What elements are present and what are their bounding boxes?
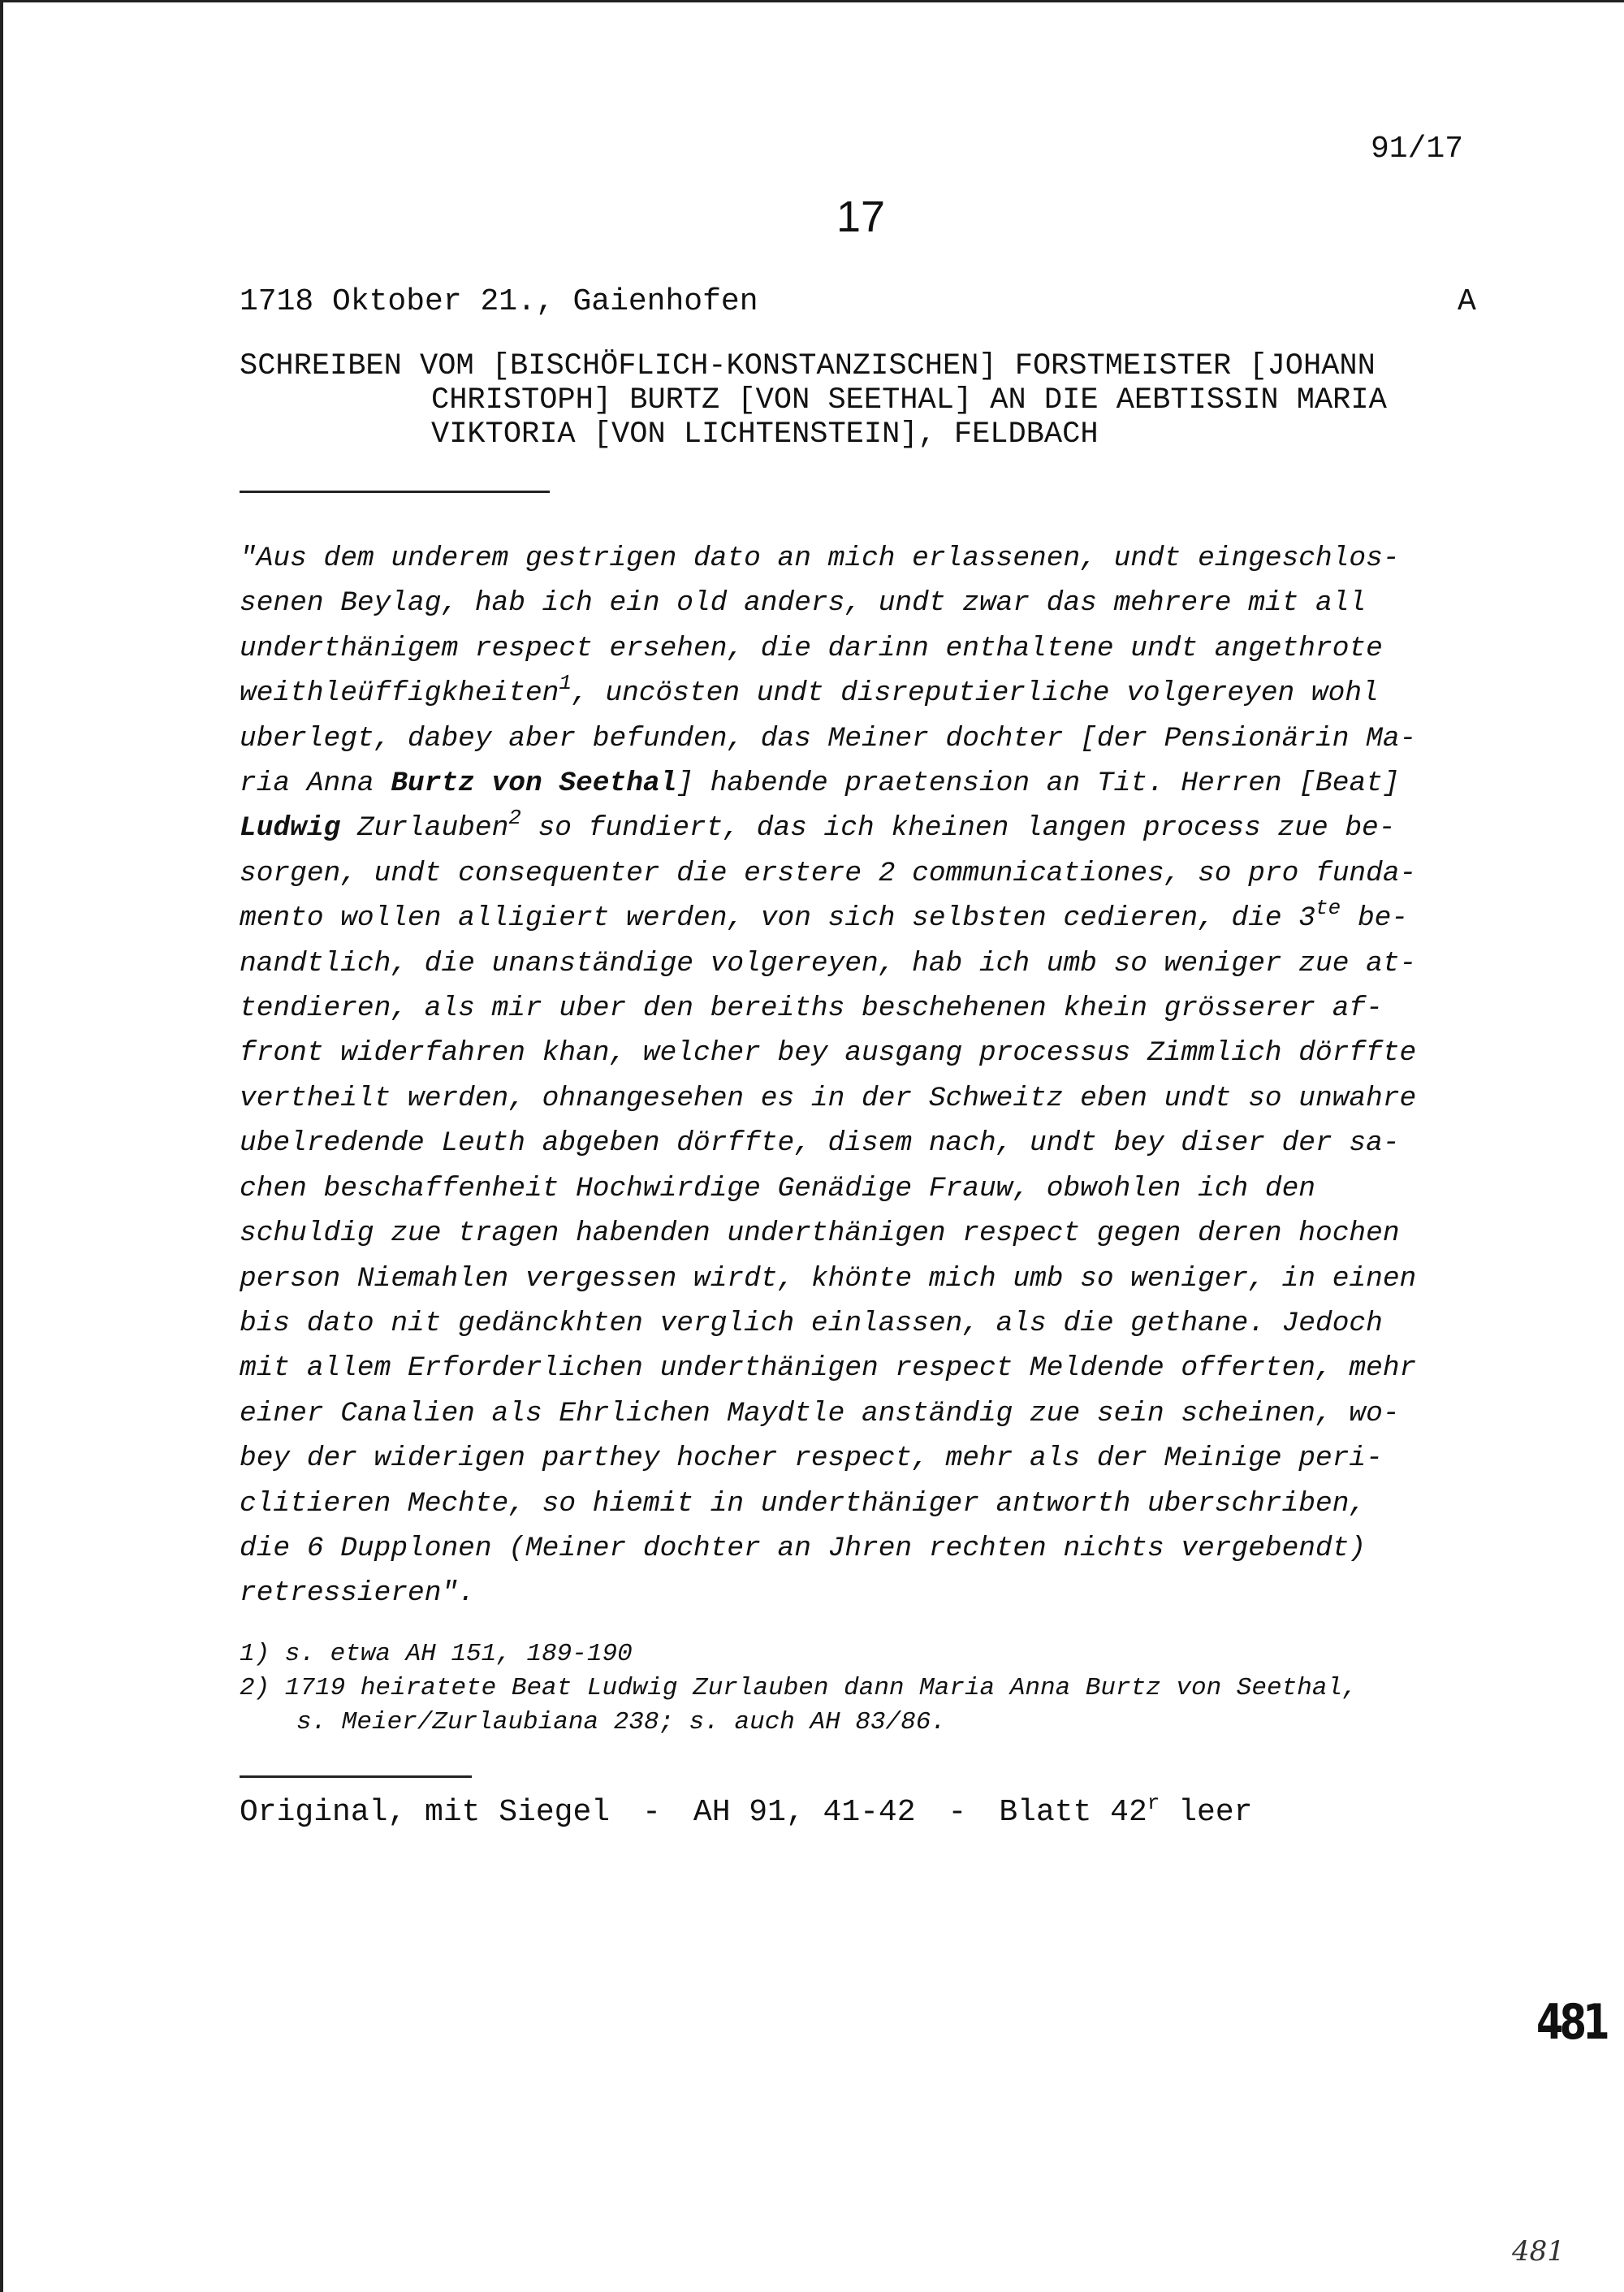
text-segment: be- (1341, 902, 1409, 935)
source-dash: - (642, 1795, 661, 1830)
text-segment: ] habende praetension an Tit. Herren [Beat] (676, 768, 1400, 800)
heading-line: SCHREIBEN VOM [BISCHÖFLICH-KONSTANZISCHEN] FORSTMEISTER [JOHANN (240, 349, 1376, 383)
text-line: die 6 Dupplonen (Meiner dochter an Jhren rechten nichts vergebendt) (240, 1532, 1367, 1564)
document-number: 17 (836, 192, 886, 241)
text-line (240, 761, 1490, 806)
text-line: person Niemahlen vergessen wirdt, khönte mich umb so weniger, in einen (240, 1262, 1417, 1295)
text-line: bis dato nit gedänckhten verglich einlassen, als die gethane. Jedoch (240, 1307, 1383, 1339)
text-line: tendieren, als mir uber den bereiths beschehenen khein grösserer af- (240, 992, 1383, 1025)
recto-superscript: r (1147, 1791, 1160, 1815)
letter-text (240, 536, 1490, 1616)
source-divider (240, 1775, 472, 1778)
footnote-ref-1: 1 (559, 671, 572, 696)
text-segment: ria Anna (240, 768, 391, 800)
source-note (240, 1791, 1253, 1830)
page-stamp: 481 (1536, 1994, 1606, 2051)
text-line: einer Canalien als Ehrlichen Maydtle anständig zue sein scheinen, wo- (240, 1397, 1400, 1429)
source-leer: leer (1160, 1795, 1253, 1830)
superscript: te (1315, 896, 1341, 921)
text-line: vertheilt werden, ohnangesehen es in der Schweitz eben undt so unwahre (240, 1082, 1417, 1114)
text-line: senen Beylag, hab ich ein old anders, undt zwar das mehrere mit all (240, 587, 1367, 620)
text-line (240, 671, 1490, 716)
text-line: underthänigem respect ersehen, die darinn enthaltene undt angethrote (240, 632, 1383, 664)
footnotes (240, 1637, 1358, 1740)
footnote-2: 2) 1719 heiratete Beat Ludwig Zurlauben dann Maria Anna Burtz von Seethal, (240, 1674, 1358, 1702)
text-line: clitieren Mechte, so hiemit in underthäniger antworth uberschriben, (240, 1487, 1367, 1520)
text-line: "Aus dem underem gestrigen dato an mich erlassenen, undt eingeschlos- (240, 543, 1400, 574)
pencil-page-number: 481 (1512, 2235, 1565, 2268)
footnote-1: 1) s. etwa AH 151, 189-190 (240, 1640, 633, 1668)
footnote-ref-2: 2 (508, 806, 521, 831)
bold-name: Burtz von Seethal (391, 768, 677, 800)
text-line: schuldig zue tragen habenden underthänigen respect gegen deren hochen (240, 1217, 1400, 1250)
text-line (240, 806, 1490, 850)
heading-line: VIKTORIA [VON LICHTENSTEIN], FELDBACH (431, 417, 1099, 452)
text-segment: weithleüffigkheiten (240, 677, 559, 710)
document-type-marker: A (1458, 284, 1476, 319)
source-archive-ref: AH 91, 41-42 (693, 1795, 916, 1830)
text-line: mit allem Erforderlichen underthänigen respect Meldende offerten, mehr (240, 1352, 1417, 1385)
date-place: 1718 Oktober 21., Gaienhofen (240, 284, 758, 319)
text-line (240, 896, 1490, 941)
text-line: bey der widerigen parthey hocher respect, mehr als der Meinige peri- (240, 1442, 1383, 1475)
reference-number: 91/17 (1371, 132, 1464, 166)
bold-name: Ludwig (240, 812, 341, 845)
source-original: Original, mit Siegel (240, 1795, 611, 1830)
text-segment: Zurlauben (340, 812, 509, 845)
source-blatt: Blatt 42 (999, 1795, 1147, 1830)
text-line: uberlegt, dabey aber befunden, das Meiner dochter [der Pensionärin Ma- (240, 722, 1417, 755)
text-segment: so fundiert, das ich kheinen langen process zue be- (520, 812, 1396, 845)
source-dash: - (948, 1795, 967, 1830)
text-line: front widerfahren khan, welcher bey ausgang processus Zimmlich dörffte (240, 1037, 1417, 1070)
text-segment: mento wollen alligiert werden, von sich selbsten cedieren, die 3 (240, 902, 1316, 935)
text-segment: , uncösten undt disreputierliche volgereyen wohl (571, 677, 1379, 710)
text-line: chen beschaffenheit Hochwirdige Genädige Frauw, obwohlen ich den (240, 1172, 1316, 1204)
text-line: retressieren". (240, 1577, 475, 1610)
document-heading (240, 349, 1387, 452)
footnote-2-continuation: s. Meier/Zurlaubiana 238; s. auch AH 83/86. (296, 1708, 946, 1736)
text-line: nandtlich, die unanständige volgereyen, hab ich umb so weniger zue at- (240, 947, 1417, 980)
text-line: sorgen, undt consequenter die erstere 2 communicationes, so pro funda- (240, 857, 1417, 889)
heading-divider (240, 491, 550, 493)
text-line: ubelredende Leuth abgeben dörffte, disem nach, undt bey diser der sa- (240, 1127, 1400, 1160)
heading-line: CHRISTOPH] BURTZ [VON SEETHAL] AN DIE AEBTISSIN MARIA (431, 383, 1387, 417)
